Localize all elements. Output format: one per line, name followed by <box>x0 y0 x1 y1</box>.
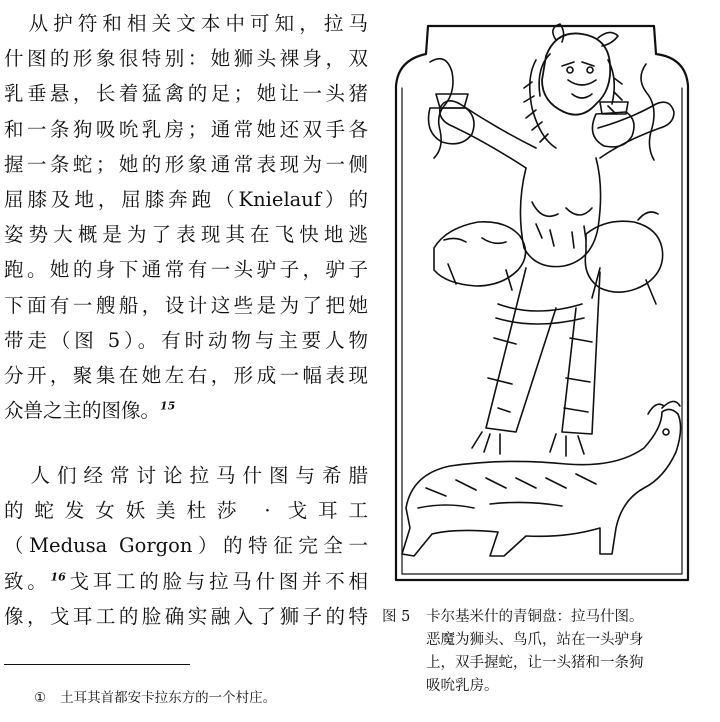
text-line-content: 致。 <box>4 569 51 593</box>
footnote-mark: ① <box>34 690 47 706</box>
text-line: 和一条狗吸吮乳房；通常她还双手各 <box>4 117 368 141</box>
text-line: 下面有一艘船，设计这些是为了把她 <box>4 293 368 317</box>
footnote <box>34 686 276 706</box>
caption-line: 上，双手握蛇，让一头猪和一条狗 <box>426 655 644 671</box>
figure-label: 图 5 <box>382 609 411 625</box>
text-line: 像，戈耳工的脸确实融入了狮子的特 <box>4 604 368 628</box>
caption-line <box>382 606 712 629</box>
lamashtu-plaque-icon <box>386 8 696 593</box>
text-line: 从护符和相关文本中可知，拉马 <box>4 12 368 35</box>
text-line: （Medusa Gorgon）的特征完全一 <box>4 534 368 558</box>
endnote-ref-16: 16 <box>50 570 66 584</box>
text-line: 屈膝及地，屈膝奔跑（Knielauf）的 <box>4 187 368 211</box>
text-line: 什图的形象很特别：她狮头裸身，双 <box>4 47 368 71</box>
text-line: 人们经常讨论拉马什图与希腊 <box>4 464 368 487</box>
caption-line: 吸吮乳房。 <box>426 678 499 694</box>
caption-line: 恶魔为狮头、鸟爪，站在一头驴身 <box>426 632 644 648</box>
text-line: 的蛇发女妖美杜莎 · 戈耳工 <box>4 499 368 523</box>
paragraph-1 <box>4 6 368 428</box>
endnote-ref-15: 15 <box>160 399 176 413</box>
text-line: 握一条蛇；她的形象通常表现为一侧 <box>4 152 368 176</box>
text-line: 姿势大概是为了表现其在飞快地逃 <box>4 223 368 247</box>
lamashtu-plaque-figure <box>386 8 696 593</box>
text-line-content: 众兽之主的图像。 <box>4 399 161 423</box>
footnote-separator <box>4 664 190 665</box>
text-line: 带走（图 5）。有时动物与主要人物 <box>4 328 368 352</box>
text-line-content: 戈耳工的脸与拉马什图并不相 <box>65 569 368 593</box>
text-line <box>4 393 368 428</box>
figure-caption <box>382 606 712 698</box>
footnote-text: 土耳其首都安卡拉东方的一个村庄。 <box>60 690 277 706</box>
caption-text: 卡尔基米什的青铜盘：拉马什图。 <box>426 609 644 625</box>
text-line: 分开，聚集在她左右，形成一幅表现 <box>4 363 368 387</box>
text-line: 跑。她的身下通常有一头驴子，驴子 <box>4 258 368 282</box>
text-line <box>4 564 368 599</box>
paragraph-2 <box>4 458 368 634</box>
text-line: 乳垂悬，长着猛禽的足；她让一头猪 <box>4 82 368 106</box>
